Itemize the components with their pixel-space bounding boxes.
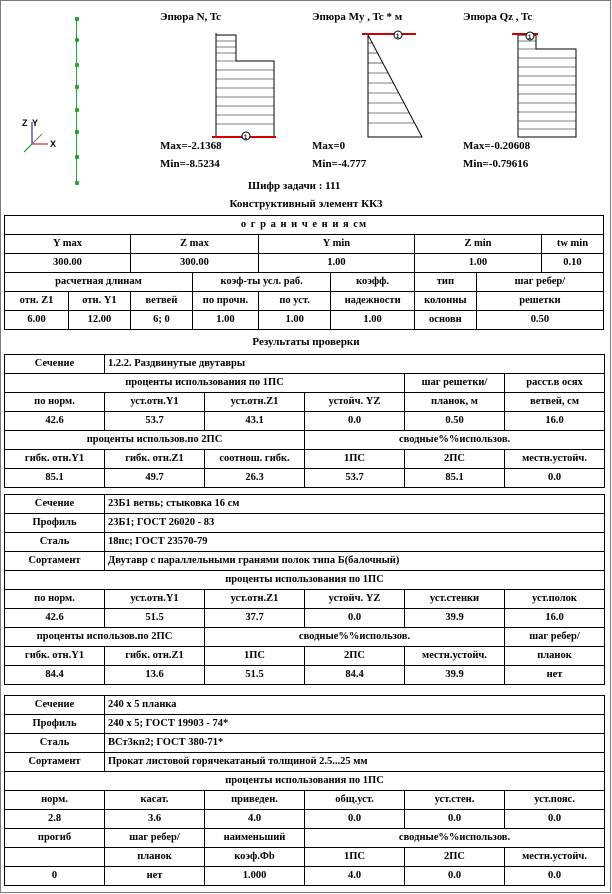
hdr-z-min: Z min bbox=[414, 235, 541, 254]
plate-hdr-rib-step: шаг ребер/ bbox=[105, 829, 205, 848]
task-code: Шифр задачи : 111 bbox=[248, 180, 341, 192]
plate-val-reduced: 4.0 bbox=[205, 810, 305, 829]
val-y-max: 300.00 bbox=[5, 254, 131, 273]
qz-diagram bbox=[512, 33, 582, 137]
branch-hdr-stab-y1: уст.отн.Y1 bbox=[105, 590, 205, 609]
n-diagram-title: Эпюра N, Tc bbox=[160, 11, 222, 23]
branch-hdr-pct-2ps: проценты использов.по 2ПС bbox=[5, 628, 205, 647]
plate-hdr-web-stab: уст.стен. bbox=[405, 791, 505, 810]
branch-hdr-rib-step: шаг ребер/ bbox=[505, 628, 605, 647]
branch-hdr-norm: по норм. bbox=[5, 590, 105, 609]
hdr-reliability: коэфф. bbox=[331, 273, 415, 292]
hdr-stab-yz: устойч. YZ bbox=[305, 393, 405, 412]
branch-val-stab-y1: 51.5 bbox=[105, 609, 205, 628]
hdr-local-stab: местн.устойч. bbox=[505, 450, 605, 469]
val-branches: 6; 0 bbox=[130, 311, 192, 330]
plate-profile-value: 240 х 5; ГОСТ 19903 - 74* bbox=[105, 715, 605, 734]
hdr-axis-dist: расст.в осях bbox=[505, 374, 605, 393]
qz-min: Min=-0.79616 bbox=[463, 158, 529, 170]
branch-val-flange-stab: 16.0 bbox=[505, 609, 605, 628]
branch-steel-value: 18пс; ГОСТ 23570-79 bbox=[105, 533, 605, 552]
axes-icon bbox=[18, 114, 62, 154]
branch-hdr-1ps: 1ПС bbox=[205, 647, 305, 666]
hdr-work-coef: коэф-ты усл. раб. bbox=[192, 273, 330, 292]
node-marker bbox=[75, 85, 79, 89]
plate-hdr-min-coef: наименьший bbox=[205, 829, 305, 848]
branch-hdr-rib-step-2: планок bbox=[505, 647, 605, 666]
branch-hdr-local-stab: местн.устойч. bbox=[405, 647, 505, 666]
limits-title: о г р а н и ч е н и я см bbox=[5, 216, 604, 235]
branch-val-web-stab: 39.9 bbox=[405, 609, 505, 628]
hdr-flex-z1: гибк. отн.Z1 bbox=[105, 450, 205, 469]
plate-profile-label: Профиль bbox=[5, 715, 105, 734]
hdr-pct-2ps: проценты использов.по 2ПС bbox=[5, 431, 305, 450]
plate-val-overall-stab: 0.0 bbox=[305, 810, 405, 829]
val-column-type: основн bbox=[414, 311, 476, 330]
branch-hdr-pct-1ps: проценты использования по 1ПС bbox=[5, 571, 605, 590]
plate-val-deflection: 0 bbox=[5, 867, 105, 886]
plate-val-1ps: 4.0 bbox=[305, 867, 405, 886]
val-flex-y1: 85.1 bbox=[5, 469, 105, 488]
hdr-column-type-2: колонны bbox=[414, 292, 476, 311]
val-2ps: 85.1 bbox=[405, 469, 505, 488]
plate-assortment-value: Прокат листовой горячекатаный толщиной 2.5...25 мм bbox=[105, 753, 605, 772]
plate-val-min-coef: 1.000 bbox=[205, 867, 305, 886]
val-norm: 42.6 bbox=[5, 412, 105, 431]
branch-hdr-flange-stab: уст.полок bbox=[505, 590, 605, 609]
hdr-by-strength: по прочн. bbox=[192, 292, 258, 311]
plate-hdr-summary: сводные%%использов. bbox=[305, 829, 605, 848]
hdr-stab-y1: уст.отн.Y1 bbox=[105, 393, 205, 412]
branch-profile-value: 23Б1; ГОСТ 26020 - 83 bbox=[105, 514, 605, 533]
my-diagram bbox=[362, 33, 432, 137]
plate-steel-label: Сталь bbox=[5, 734, 105, 753]
node-marker bbox=[75, 38, 79, 42]
hdr-flex-ratio: соотнош. гибк. bbox=[205, 450, 305, 469]
node-marker bbox=[75, 130, 79, 134]
plate-hdr-2ps: 2ПС bbox=[405, 848, 505, 867]
branch-hdr-summary: сводные%%использов. bbox=[205, 628, 505, 647]
val-lattice-step: 0.50 bbox=[405, 412, 505, 431]
plate-hdr-chord-stab: уст.пояс. bbox=[505, 791, 605, 810]
node-marker bbox=[75, 108, 79, 112]
branch-table bbox=[4, 494, 605, 685]
plate-table bbox=[4, 695, 605, 886]
val-rel-z1: 6.00 bbox=[5, 311, 69, 330]
plate-section-label: Сечение bbox=[5, 696, 105, 715]
val-flex-z1: 49.7 bbox=[105, 469, 205, 488]
hdr-z-max: Z max bbox=[130, 235, 258, 254]
section-table bbox=[4, 354, 605, 488]
hdr-norm: по норм. bbox=[5, 393, 105, 412]
val-rib-step: 0.50 bbox=[476, 311, 603, 330]
val-reliability: 1.00 bbox=[331, 311, 415, 330]
n-max: Max=-2.1368 bbox=[160, 140, 222, 152]
element-scheme-line bbox=[76, 18, 77, 184]
val-stab-z1: 43.1 bbox=[205, 412, 305, 431]
qz-max: Max=-0.20608 bbox=[463, 140, 531, 152]
hdr-lattice-step-2: планок, м bbox=[405, 393, 505, 412]
plate-val-local-stab: 0.0 bbox=[505, 867, 605, 886]
plate-hdr-local-stab: местн.устойч. bbox=[505, 848, 605, 867]
branch-steel-label: Сталь bbox=[5, 533, 105, 552]
val-rel-y1: 12.00 bbox=[69, 311, 131, 330]
x-axis-label: X bbox=[50, 139, 57, 149]
val-by-stability: 1.00 bbox=[259, 311, 331, 330]
branch-section-value: 23Б1 ветвь; стыковка 16 см bbox=[105, 495, 605, 514]
hdr-axis-dist-2: ветвей, см bbox=[505, 393, 605, 412]
branch-hdr-flex-z1: гибк. отн.Z1 bbox=[105, 647, 205, 666]
hdr-branches: ветвей bbox=[130, 292, 192, 311]
branch-hdr-web-stab: уст.стенки bbox=[405, 590, 505, 609]
hdr-y-min: Y min bbox=[259, 235, 415, 254]
plate-val-web-stab: 0.0 bbox=[405, 810, 505, 829]
plate-hdr-overall-stab: общ.уст. bbox=[305, 791, 405, 810]
val-stab-y1: 53.7 bbox=[105, 412, 205, 431]
hdr-stab-z1: уст.отн.Z1 bbox=[205, 393, 305, 412]
branch-val-flex-y1: 84.4 bbox=[5, 666, 105, 685]
plate-val-shear: 3.6 bbox=[105, 810, 205, 829]
val-tw-min: 0.10 bbox=[541, 254, 603, 273]
val-z-min: 1.00 bbox=[414, 254, 541, 273]
hdr-pct-1ps: проценты использования по 1ПС bbox=[5, 374, 405, 393]
my-diagram-title: Эпюра My , Tc * м bbox=[312, 11, 403, 23]
hdr-tw-min: tw min bbox=[541, 235, 603, 254]
section-label: Сечение bbox=[5, 355, 105, 374]
branch-val-local-stab: 39.9 bbox=[405, 666, 505, 685]
hdr-2ps: 2ПС bbox=[405, 450, 505, 469]
plate-hdr-pct-1ps: проценты использования по 1ПС bbox=[5, 772, 605, 791]
plate-hdr-deflection: прогиб bbox=[5, 829, 105, 848]
n-diagram bbox=[210, 33, 280, 141]
val-axis-dist: 16.0 bbox=[505, 412, 605, 431]
plate-hdr-norm: норм. bbox=[5, 791, 105, 810]
node-marker bbox=[75, 181, 79, 185]
plate-steel-value: ВСт3кп2; ГОСТ 380-71* bbox=[105, 734, 605, 753]
plate-assortment-label: Сортамент bbox=[5, 753, 105, 772]
qz-diagram-title: Эпюра Qz , Tc bbox=[463, 11, 533, 23]
node-marker bbox=[75, 63, 79, 67]
plate-val-norm: 2.8 bbox=[5, 810, 105, 829]
branch-hdr-2ps: 2ПС bbox=[305, 647, 405, 666]
hdr-summary: сводные%%использов. bbox=[305, 431, 605, 450]
plate-section-value: 240 х 5 планка bbox=[105, 696, 605, 715]
hdr-by-stability: по уст. bbox=[259, 292, 331, 311]
branch-assortment-label: Сортамент bbox=[5, 552, 105, 571]
val-1ps: 53.7 bbox=[305, 469, 405, 488]
val-local-stab: 0.0 bbox=[505, 469, 605, 488]
hdr-calc-length: расчетная длинам bbox=[5, 273, 193, 292]
y-axis-label: Y bbox=[32, 118, 39, 128]
branch-val-flex-z1: 13.6 bbox=[105, 666, 205, 685]
hdr-1ps: 1ПС bbox=[305, 450, 405, 469]
hdr-lattice-step: шаг решетки/ bbox=[405, 374, 505, 393]
branch-assortment-value: Двутавр с параллельными гранями полок типа Б(балочный) bbox=[105, 552, 605, 571]
hdr-flex-y1: гибк. отн.Y1 bbox=[5, 450, 105, 469]
hdr-rib-step: шаг ребер/ bbox=[476, 273, 603, 292]
val-flex-ratio: 26.3 bbox=[205, 469, 305, 488]
results-title: Результаты проверки bbox=[252, 336, 360, 348]
z-axis-label: Z bbox=[22, 118, 28, 128]
node-label: 1 bbox=[396, 34, 400, 40]
branch-section-label: Сечение bbox=[5, 495, 105, 514]
node-marker bbox=[75, 155, 79, 159]
section-value: 1.2.2. Раздвинутые двутавры bbox=[105, 355, 605, 374]
my-max: Max=0 bbox=[312, 140, 346, 152]
branch-val-1ps: 51.5 bbox=[205, 666, 305, 685]
branch-val-stab-z1: 37.7 bbox=[205, 609, 305, 628]
hdr-y-max: Y max bbox=[5, 235, 131, 254]
hdr-reliability-2: надежности bbox=[331, 292, 415, 311]
branch-val-2ps: 84.4 bbox=[305, 666, 405, 685]
branch-hdr-flex-y1: гибк. отн.Y1 bbox=[5, 647, 105, 666]
branch-profile-label: Профиль bbox=[5, 514, 105, 533]
node-label: 1 bbox=[244, 135, 248, 141]
hdr-rel-y1: отн. Y1 bbox=[69, 292, 131, 311]
plate-hdr-shear: касат. bbox=[105, 791, 205, 810]
my-min: Min=-4.777 bbox=[312, 158, 367, 170]
plate-hdr-deflection-2 bbox=[5, 848, 105, 867]
val-by-strength: 1.00 bbox=[192, 311, 258, 330]
plate-hdr-1ps: 1ПС bbox=[305, 848, 405, 867]
node-label: 1 bbox=[528, 35, 532, 41]
hdr-rel-z1: отн. Z1 bbox=[5, 292, 69, 311]
branch-hdr-stab-z1: уст.отн.Z1 bbox=[205, 590, 305, 609]
branch-val-stab-yz: 0.0 bbox=[305, 609, 405, 628]
element-title: Конструктивный элемент КК3 bbox=[229, 198, 383, 210]
plate-val-rib-step: нет bbox=[105, 867, 205, 886]
plate-val-2ps: 0.0 bbox=[405, 867, 505, 886]
hdr-column-type: тип bbox=[414, 273, 476, 292]
hdr-rib-step-2: решетки bbox=[476, 292, 603, 311]
node-marker bbox=[75, 17, 79, 21]
limits-table bbox=[4, 215, 604, 330]
branch-val-norm: 42.6 bbox=[5, 609, 105, 628]
val-z-max: 300.00 bbox=[130, 254, 258, 273]
branch-hdr-stab-yz: устойч. YZ bbox=[305, 590, 405, 609]
plate-hdr-rib-step-2: планок bbox=[105, 848, 205, 867]
plate-val-chord-stab: 0.0 bbox=[505, 810, 605, 829]
plate-hdr-reduced: приведен. bbox=[205, 791, 305, 810]
n-min: Min=-8.5234 bbox=[160, 158, 220, 170]
branch-val-rib-step: нет bbox=[505, 666, 605, 685]
val-y-min: 1.00 bbox=[259, 254, 415, 273]
plate-hdr-min-coef-2: коэф.Фb bbox=[205, 848, 305, 867]
val-stab-yz: 0.0 bbox=[305, 412, 405, 431]
